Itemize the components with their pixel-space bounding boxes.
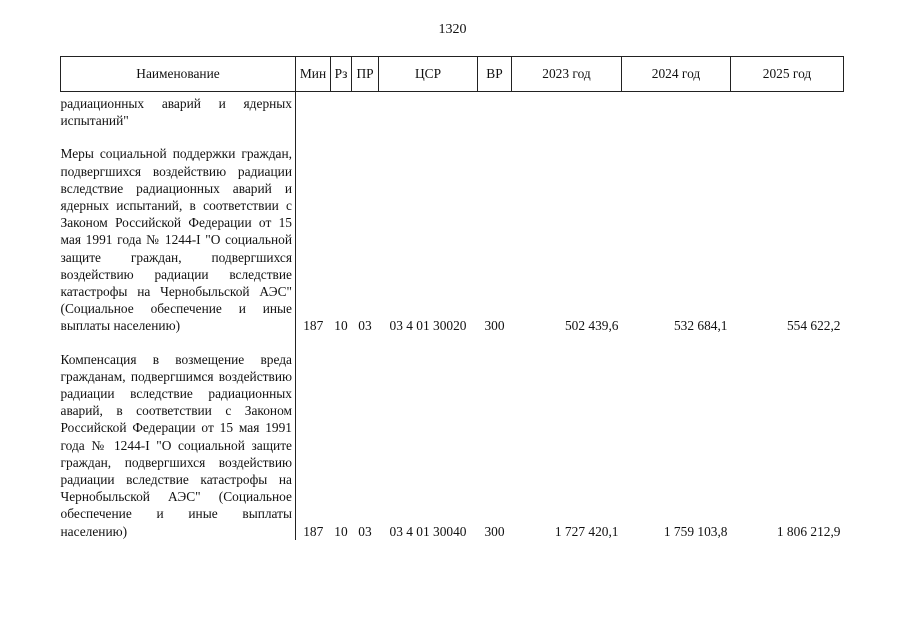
row-name: Меры социальной поддержки граждан, подвергшихся воздействию радиации вследствие радиационных аварий и ядерных испытаний, в соответствии с Законом Российской Федерации от 15 мая 1991 года № 1244-I "О социальной защите граждан, подвергшихся воздействию радиации вследствие катастрофы на Чернобыльской АЭС" (Социальное обеспечение и иные выплаты населению) bbox=[60, 146, 292, 334]
row-min bbox=[296, 92, 331, 130]
row-min: 187 bbox=[296, 335, 331, 540]
table-row bbox=[61, 129, 844, 334]
row-pr bbox=[352, 92, 379, 130]
row-2024: 532 684,1 bbox=[673, 318, 728, 334]
row-pr: 03 bbox=[358, 523, 372, 539]
row-name: Компенсация в возмещение вреда гражданам, подвергшимся воздействию радиации вследствие радиационных аварий, в соответствии с Законом Российской Федерации от 15 мая 1991 года № 1244-I "О социальной защите граждан, подвергшихся воздействию радиации вследствие катастрофы на Чернобыльской АЭС" (Социальное обеспечение и иные выплаты населению) bbox=[60, 351, 292, 539]
table-body bbox=[61, 92, 844, 540]
budget-table bbox=[60, 56, 844, 540]
header-2025: 2025 год bbox=[731, 57, 844, 92]
row-name: радиационных аварий и ядерных испытаний" bbox=[60, 96, 292, 129]
row-csr: 03 4 01 30020 bbox=[389, 318, 467, 334]
header-vr: ВР bbox=[478, 57, 512, 92]
header-rz: Рз bbox=[331, 57, 352, 92]
row-vr: 300 bbox=[484, 318, 505, 334]
row-2024 bbox=[622, 92, 731, 130]
row-2023: 502 439,6 bbox=[564, 318, 619, 334]
header-2024: 2024 год bbox=[622, 57, 731, 92]
row-2025: 554 622,2 bbox=[786, 318, 841, 334]
row-vr bbox=[478, 92, 512, 130]
header-min: Мин bbox=[296, 57, 331, 92]
row-2025 bbox=[731, 92, 844, 130]
row-min: 187 bbox=[296, 129, 331, 334]
row-2023: 1 727 420,1 bbox=[554, 523, 619, 539]
header-csr: ЦСР bbox=[379, 57, 478, 92]
row-2024: 1 759 103,8 bbox=[663, 523, 728, 539]
row-pr: 03 bbox=[358, 318, 372, 334]
header-name: Наименование bbox=[61, 57, 296, 92]
row-rz: 10 bbox=[334, 318, 348, 334]
row-2025: 1 806 212,9 bbox=[776, 523, 841, 539]
row-2023 bbox=[512, 92, 622, 130]
table-row bbox=[61, 335, 844, 540]
row-csr bbox=[379, 92, 478, 130]
page-number: 1320 bbox=[438, 22, 467, 37]
header-row bbox=[61, 57, 844, 92]
header-2023: 2023 год bbox=[512, 57, 622, 92]
table-row bbox=[61, 92, 844, 130]
row-vr: 300 bbox=[484, 523, 505, 539]
table-header bbox=[61, 57, 844, 92]
row-rz bbox=[331, 92, 352, 130]
header-pr: ПР bbox=[352, 57, 379, 92]
row-rz: 10 bbox=[334, 523, 348, 539]
row-csr: 03 4 01 30040 bbox=[389, 523, 467, 539]
